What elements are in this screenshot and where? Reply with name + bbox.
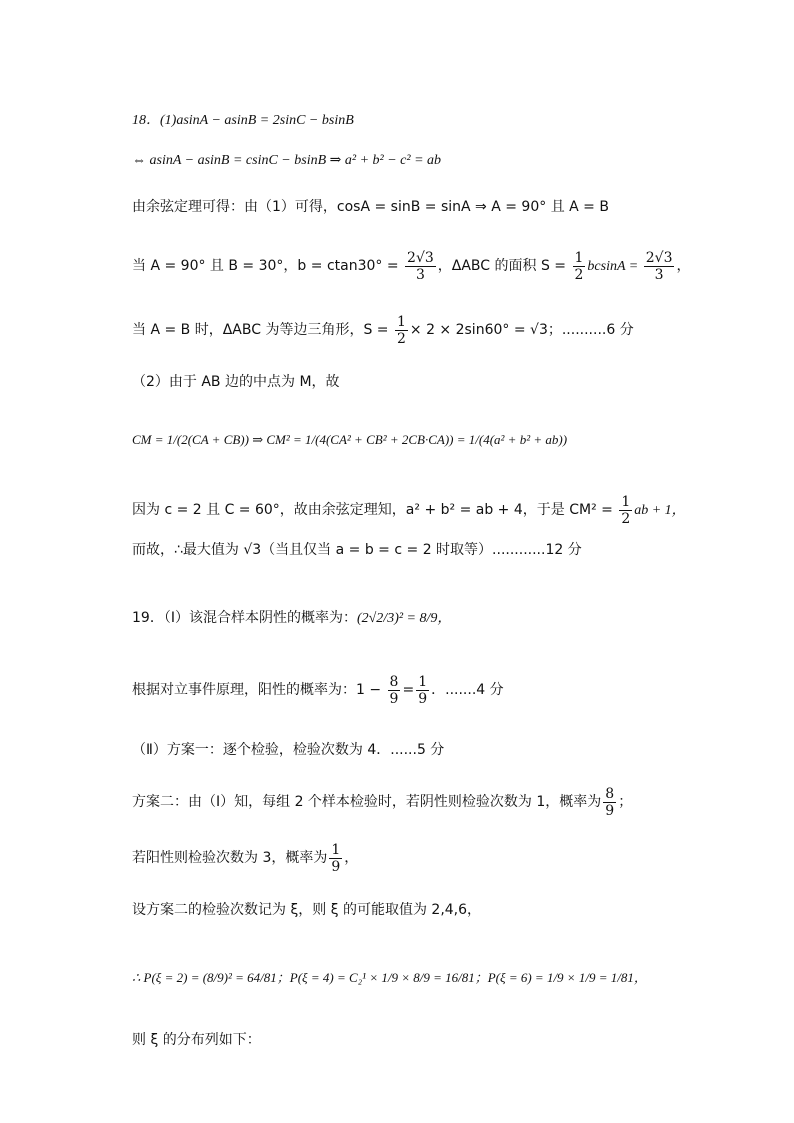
- q19-line-7: ∴ P(ξ = 2) = (8/9)² = 64/81；P(ξ = 4) = C₂¹ × 1/9 × 8/9 = 16/81；P(ξ = 6) = 1/9 × 1/9 = 1/81，: [132, 970, 647, 985]
- q18-line-7: CM = 1/(2(CA + CB)) ⇒ CM² = 1/(4(CA² + CB² + 2CB·CA)) = 1/(4(a² + b² + ab)): [132, 432, 568, 447]
- q18-line-4: 当 A = 90° 且 B = 30°，b = ctan30° = $\frac{2√3}{3}$ ，ΔABC 的面积 S = $\frac{1}{2}$ bcsinA = $\frac{2√3}{3}$ ，: [132, 249, 691, 283]
- q19-line-8: 则 ξ 的分布列如下：: [132, 1032, 261, 1048]
- q18-line-3: 由余弦定理可得：由（1）可得，cosA = sinB = sinA ⇒ A = 90° 且 A = B: [132, 199, 609, 215]
- q18-line-6: （2）由于 AB 边的中点为 M，故: [132, 374, 340, 390]
- q19-line-5: 若阳性则检验次数为 3，概率为 $\frac{1}{9}$ ，: [132, 841, 359, 875]
- q19-line-3: （Ⅱ）方案一：逐个检验，检验次数为 4．......5 分: [132, 742, 445, 758]
- q18-line-2: ⇔ asinA − asinB = csinC − bsinB ⇒ a² + b² − c² = ab: [132, 153, 442, 168]
- q18-line-1: 18．(1)asinA − asinB = 2sinC − bsinB: [132, 113, 354, 128]
- q19-line-2: 根据对立事件原理，阳性的概率为：1 − $\frac{8}{9}$ = $\frac{1}{9}$ ．.......4 分: [132, 673, 504, 707]
- q18-line-8: 因为 c = 2 且 C = 60°，故由余弦定理知，a² + b² = ab + 4，于是 CM² = $\frac{1}{2}$ ab + 1，: [132, 493, 686, 527]
- q18-line-9: 而故，∴最大值为 √3（当且仅当 a = b = c = 2 时取等）............12 分: [132, 542, 582, 558]
- q19-line-6: 设方案二的检验次数记为 ξ，则 ξ 的可能取值为 2,4,6，: [132, 902, 482, 918]
- q18-line-5: 当 A = B 时，ΔABC 为等边三角形，S = $\frac{1}{2}$ × 2 × 2sin60° = √3；..........6 分: [132, 313, 634, 347]
- q19-line-4: 方案二：由（Ⅰ）知，每组 2 个样本检验时，若阴性则检验次数为 1，概率为 $\frac{8}{9}$ ；: [132, 785, 633, 819]
- q19-line-1: 19．（Ⅰ）该混合样本阴性的概率为：(2√2/3)² = 8/9，: [132, 610, 452, 626]
